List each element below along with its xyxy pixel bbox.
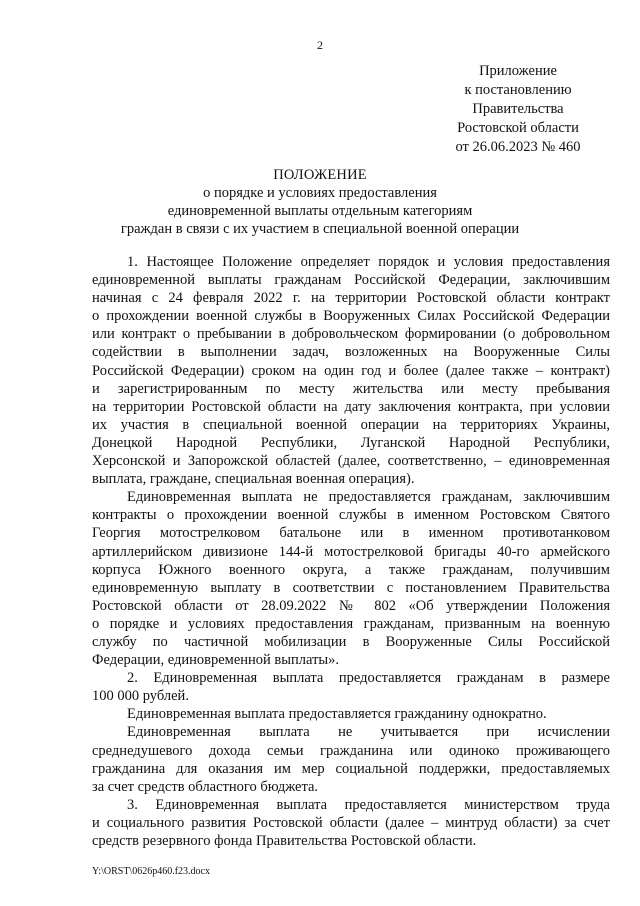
body-line: Георгия мотострелковом батальоне или в именном противотанковом bbox=[92, 525, 610, 542]
body-line: корпуса Южного военного округа, а также гражданам, получившим bbox=[92, 561, 610, 578]
body-line: или контракт о пребывании в добровольческом формировании (о добровольном bbox=[92, 326, 610, 343]
subtitle-line: единовременной выплаты отдельным категориям bbox=[167, 203, 473, 219]
document-body bbox=[92, 253, 610, 850]
body-line: на территории Ростовской области на дату заключения контракта, при условии bbox=[92, 398, 610, 415]
body-line: Донецкой Народной Республики, Луганской Народной Республики, bbox=[92, 434, 610, 451]
appendix-line: Приложение bbox=[479, 63, 557, 79]
body-line: о порядке и условиях предоставления гражданам, призванным на военную bbox=[92, 615, 610, 632]
subtitle-line: о порядке и условиях предоставления bbox=[203, 185, 437, 201]
body-line: начиная с 24 февраля 2022 г. на территории Ростовской области контракт bbox=[92, 290, 610, 307]
body-line: единовременную выплату в соответствии с постановлением Правительства bbox=[92, 579, 610, 596]
body-line: среднедушевого дохода семьи гражданина или одиноко проживающего bbox=[92, 742, 610, 759]
appendix-line: от 26.06.2023 № 460 bbox=[455, 139, 581, 155]
body-line: за счет средств областного бюджета. bbox=[92, 778, 319, 795]
body-line: и зарегистрированным по месту жительства или месту пребывания bbox=[92, 380, 610, 397]
body-line: артиллерийском дивизионе 144-й мотострелковой бригады 40-го армейского bbox=[92, 543, 610, 560]
body-line: 100 000 рублей. bbox=[92, 688, 189, 705]
body-line: Ростовской области от 28.09.2022 № 802 «Об утверждении Положения bbox=[92, 597, 610, 614]
appendix-line: к постановлению bbox=[464, 82, 572, 98]
subtitle-line: граждан в связи с их участием в специальной военной операции bbox=[120, 221, 520, 237]
body-line: Единовременная выплата не учитывается при исчислении bbox=[127, 724, 610, 741]
body-line: содействии в выполнении задач, возложенных на Вооруженные Силы bbox=[92, 344, 610, 361]
body-line: гражданина для оказания им мер социальной поддержки, предоставляемых bbox=[92, 760, 610, 777]
body-line: единовременной выплаты гражданам Российской Федерации, заключившим bbox=[92, 272, 610, 289]
appendix-line: Ростовской области bbox=[457, 120, 579, 136]
body-line: 2. Единовременная выплата предоставляется гражданам в размере bbox=[127, 670, 610, 687]
body-line: и социального развития Ростовской области (далее – минтруд области) за счет bbox=[92, 814, 610, 831]
body-line: 3. Единовременная выплата предоставляется министерством труда bbox=[127, 796, 610, 813]
file-path-footer: Y:\ORST\0626p460.f23.docx bbox=[92, 866, 210, 877]
body-line: Херсонской и Запорожской областей (далее, соответственно, – единовременная bbox=[92, 453, 610, 470]
body-line: о прохождении военной службы в Вооруженных Силах Российской Федерации bbox=[92, 308, 610, 325]
body-line: Федерации, единовременной выплаты». bbox=[92, 652, 340, 669]
body-line: выплата, граждане, специальная военная операция). bbox=[92, 471, 415, 488]
page-number: 2 bbox=[317, 38, 323, 52]
document-title: ПОЛОЖЕНИЕ bbox=[273, 167, 367, 183]
body-line: Единовременная выплата предоставляется гражданину однократно. bbox=[127, 706, 547, 723]
body-line: Единовременная выплата не предоставляется гражданам, заключившим bbox=[127, 489, 610, 506]
body-line: службу по частичной мобилизации в Вооруженные Силы Российской bbox=[92, 633, 610, 650]
appendix-header bbox=[448, 62, 588, 157]
appendix-line: Правительства bbox=[472, 101, 564, 117]
body-line: их участия в специальной военной операции на территориях Украины, bbox=[92, 416, 610, 433]
body-line: средств резервного фонда Правительства Ростовской области. bbox=[92, 833, 477, 849]
title-block bbox=[0, 166, 640, 238]
body-line: Российской Федерации) сроком на один год и более (далее также – контракт) bbox=[92, 362, 610, 379]
body-line: контракты о прохождении военной службы в именном Ростовском Святого bbox=[92, 507, 610, 524]
body-line: 1. Настоящее Положение определяет порядок и условия предоставления bbox=[127, 254, 610, 270]
